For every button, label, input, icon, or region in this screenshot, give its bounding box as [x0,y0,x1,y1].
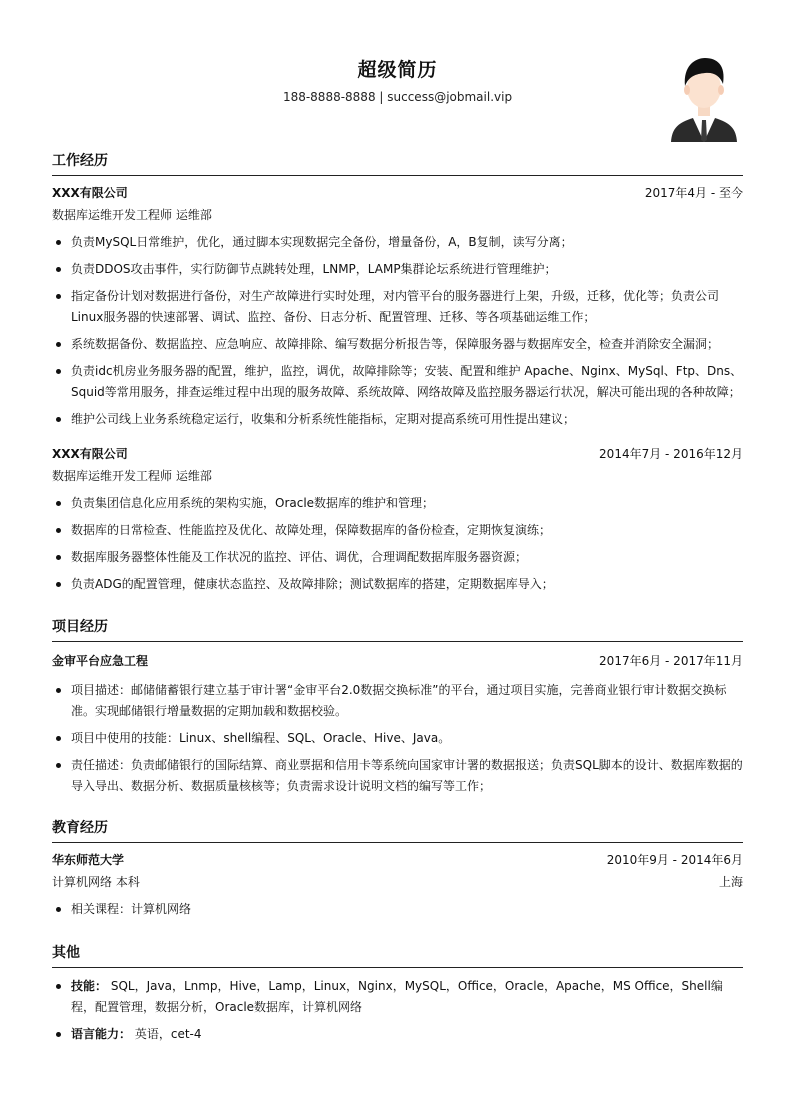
language-text: 英语，cet-4 [134,1027,202,1041]
projects-section-title: 项目经历 [52,616,743,642]
company-name: XXX有限公司 [52,186,128,200]
contact-info: 188-8888-8888 | success@jobmail.vip [282,90,513,104]
company-name: XXX有限公司 [52,447,128,461]
bullet-list [52,232,743,430]
date-range: 2017年4月 - 至今 [644,186,743,200]
work-entry-1 [52,176,743,430]
resume-header [52,0,743,148]
bullet-item: 数据库服务器整体性能及工作状况的监控、评估、调优，合理调配数据库服务器资源； [52,547,743,568]
avatar-tie [701,120,707,142]
bullet-list [52,899,743,920]
bullet-item: 系统数据备份、数据监控、应急响应、故障排除、编写数据分析报告等，保障服务器与数据库安全，检查并消除安全漏洞； [52,334,743,355]
projects-section [52,616,743,803]
bullet-item: 项目描述：邮储储蓄银行建立基于审计署“金审平台2.0数据交换标准”的平台，通过项目实施，完善商业银行审计数据交换标准。实现邮储银行增量数据的定期加载和数据校验。 [52,680,743,722]
avatar-ear-left [684,85,690,95]
bullet-item: 负责集团信息化应用系统的架构实施，Oracle数据库的维护和管理； [52,493,743,514]
bullet-item: 责任描述：负责邮储银行的国际结算、商业票据和信用卡等系统向国家审计署的数据报送；负责SQL脚本的设计、数据库数据的导入导出、数据分析、数据质量核核等；负责需求设计说明文档的编写等工作； [52,755,743,797]
city: 上海 [718,875,743,889]
resume-page [52,0,743,1041]
bullet-item: 负责ADG的配置管理，健康状态监控、及故障排除；测试数据库的搭建，定期数据库导入； [52,574,743,595]
work-entry-2 [52,443,743,601]
education-section [52,817,743,926]
other-section-title: 其他 [52,942,743,968]
avatar-ear-right [718,85,724,95]
language-label: 语言能力： [71,1027,132,1041]
bullet-item: 数据库的日常检查、性能监控及优化、故障处理，保障数据库的备份检查，定期恢复演练； [52,520,743,541]
school-name: 华东师范大学 [52,853,125,867]
bullet-list [52,680,743,797]
bullet-item: 维护公司线上业务系统稳定运行，收集和分析系统性能指标，定期对提高系统可用性提出建议； [52,409,743,430]
bullet-item: 负责idc机房业务服务器的配置，维护，监控，调优，故障排除等；安装、配置和维护 Apache、Nginx、MySql、Ftp、Dns、Squid等常用服务，排查运维过程中出现的服务故障、系统故障、网络故障及监控服务器运行状况，解决可能出现的各种故障； [52,361,743,403]
avatar [669,54,739,142]
date-range: 2010年9月 - 2014年6月 [606,853,743,867]
skills-label: 技能： [71,979,108,993]
bullet-item: 负责MySQL日常维护，优化，通过脚本实现数据完全备份，增量备份，A，B复制，读写分离； [52,232,743,253]
work-section [52,150,743,436]
bullet-item: 指定备份计划对数据进行备份，对生产故障进行实时处理，对内管平台的服务器进行上架，升级，迁移，优化等；负责公司Linux服务器的快速部署、调试、监控、备份、日志分析、配置管理、迁移、等各项基础运维工作； [52,286,743,328]
bullet-item: 负责DDOS攻击事件，实行防御节点跳转处理，LNMP，LAMP集群论坛系统进行管理维护； [52,259,743,280]
education-section-title: 教育经历 [52,817,743,843]
language-item [52,1024,743,1045]
job-role: 数据库运维开发工程师 运维部 [52,469,212,483]
bullet-list [52,493,743,595]
project-name: 金审平台应急工程 [52,654,149,668]
skills-item [52,976,743,1018]
resume-name: 超级简历 [357,59,438,81]
job-role: 数据库运维开发工程师 运维部 [52,208,212,222]
work-section-title: 工作经历 [52,150,743,176]
bullet-list [52,976,743,1045]
project-entry [52,642,743,797]
other-section [52,942,743,1051]
skills-text: SQL，Java，Lnmp，Hive，Lamp，Linux，Nginx，MySQL，Office，Oracle，Apache，MS Office，Shell编程，配置管理，数据分析，Oracle数据库，计算机网络 [71,979,723,1014]
bullet-item: 项目中使用的技能：Linux、shell编程、SQL、Oracle、Hive、Java。 [52,728,743,749]
date-range: 2014年7月 - 2016年12月 [599,447,743,461]
date-range: 2017年6月 - 2017年11月 [599,654,743,668]
bullet-item: 相关课程：计算机网络 [52,899,743,920]
major-degree: 计算机网络 本科 [52,875,140,889]
education-entry [52,843,743,920]
